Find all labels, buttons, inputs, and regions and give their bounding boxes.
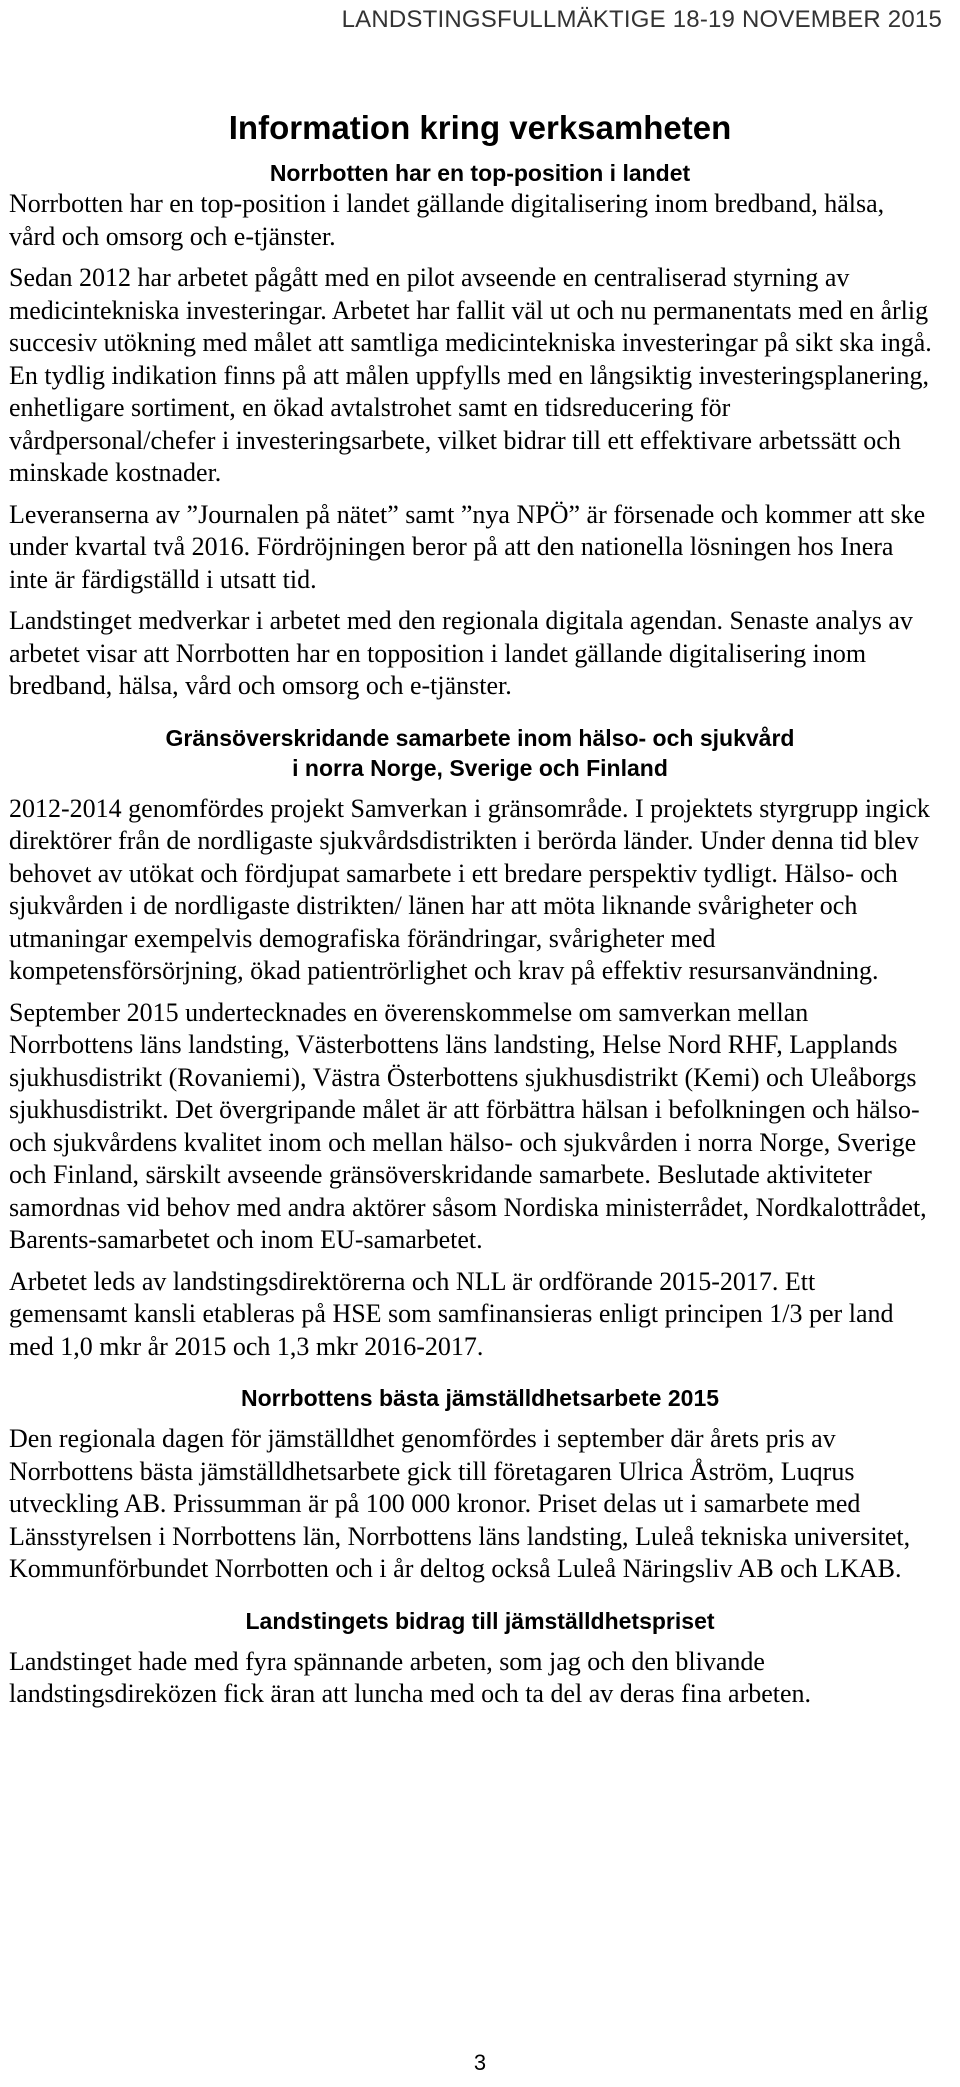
header-text: LANDSTINGSFULLMÄKTIGE 18-19 NOVEMBER 2015 — [341, 6, 942, 33]
section-heading-top-position: Norrbotten har en top-position i landet — [269, 160, 691, 186]
section-heading-equality-prize: Landstingets bidrag till jämställdhetspriset — [245, 1607, 715, 1634]
page-number: 3 — [473, 2050, 487, 2075]
paragraph: Landstinget medverkar i arbetet med den regionala digitala agendan. Senaste analys av arbetet visar att Norrbotten har en topposition i landet gällande digitalisering inom bredband, hälsa, vård och omsorg och e-tjänster. — [9, 606, 913, 700]
paragraph: Norrbotten har en top-position i landet gällande digitalisering inom bredband, hälsa, vård och omsorg och e-tjänster. — [9, 189, 885, 251]
paragraph: Landstinget hade med fyra spännande arbeten, som jag och den blivande landstingsdireközen fick äran att luncha med och ta del av deras fina arbeten. — [9, 1646, 812, 1708]
section-heading-line2: i norra Norge, Sverige och Finland — [292, 754, 668, 781]
paragraph: Sedan 2012 har arbetet pågått med en pilot avseende en centraliserad styrning av medicintekniska investeringar. Arbetet har fallit väl ut och nu permanentats med en årlig succesiv utökning med målet att samtliga medicintekniska investeringar på sikt ska ingå. En tydlig indikation finns på att målen uppfylls med en långsiktig investeringsplanering, enhetligare sortiment, en ökad avtalstrohet samt en tidsreducering för vårdpersonal/chefer i investeringsarbete, vilket bidrar till ett effektivare arbetssätt och minskade kostnader. — [9, 263, 932, 487]
section-heading-equality-work: Norrbottens bästa jämställdhetsarbete 2015 — [240, 1385, 720, 1411]
document-title: Information kring verksamheten — [228, 109, 732, 146]
paragraph: Arbetet leds av landstingsdirektörerna och NLL är ordförande 2015-2017. Ett gemensamt kansli etableras på HSE som samfinansieras enligt principen 1/3 per land med 1,0 mkr år 2015 och 1,3 mkr 2016-2017. — [9, 1266, 894, 1361]
paragraph: Den regionala dagen för jämställdhet genomfördes i september där årets pris av Norrbottens bästa jämställdhetsarbete gick till företagaren Ulrica Åström, Luqrus utveckling AB. Prissumman är på 100 000 kronor. Priset delas ut i samarbete med Länsstyrelsen i Norrbottens län, Norrbottens läns landsting, Luleå tekniska universitet, Kommunförbundet Norrbotten och i år deltog också Luleå Näringsliv AB och LKAB. — [9, 1424, 911, 1583]
section-heading-cross-border — [0, 723, 960, 783]
section-heading-line1: Gränsöverskridande samarbete inom hälso- och sjukvård — [165, 724, 795, 751]
document-body — [0, 106, 960, 1720]
paragraph: Leveranserna av ”Journalen på nätet” samt ”nya NPÖ” är försenade och kommer att ske under kvartal två 2016. Fördröjningen beror på att den nationella lösningen hos Inera inte är färdigställd i utsatt tid. — [9, 499, 926, 594]
page-header — [0, 6, 960, 34]
paragraph: September 2015 undertecknades en överenskommelse om samverkan mellan Norrbottens läns landsting, Västerbottens läns landsting, Helse Nord RHF, Lapplands sjukhusdistrikt (Rovaniemi), Västra Österbottens sjukhusdistrikt (Kemi) och Uleåborgs sjukhusdistrikt. Det övergripande målet är att förbättra hälsan i befolkningen och hälso- och sjukvårdens kvalitet inom och mellan hälso- och sjukvården i norra Norge, Sverige och Finland, särskilt avseende gränsöverskridande samarbete. Beslutade aktiviteter samordnas vid behov med andra aktörer såsom Nordiska ministerrådet, Nordkalottrådet, Barents-samarbetet och inom EU-samarbetet. — [9, 997, 927, 1254]
paragraph: 2012-2014 genomfördes projekt Samverkan i gränsområde. I projektets styrgrupp ingick direktörer från de nordligaste sjukvårdsdistrikten i berörda länder. Under denna tid blev behovet av utökat och fördjupat samarbete i ett bredare perspektiv tydligt. Hälso- och sjukvården i de nordligaste distrikten/ länen har att möta liknande svårigheter och utmaningar exempelvis demografiska förändringar, svårigheter med kompetensförsörjning, ökad patientrörlighet och krav på effektiv resursanvändning. — [9, 793, 930, 985]
